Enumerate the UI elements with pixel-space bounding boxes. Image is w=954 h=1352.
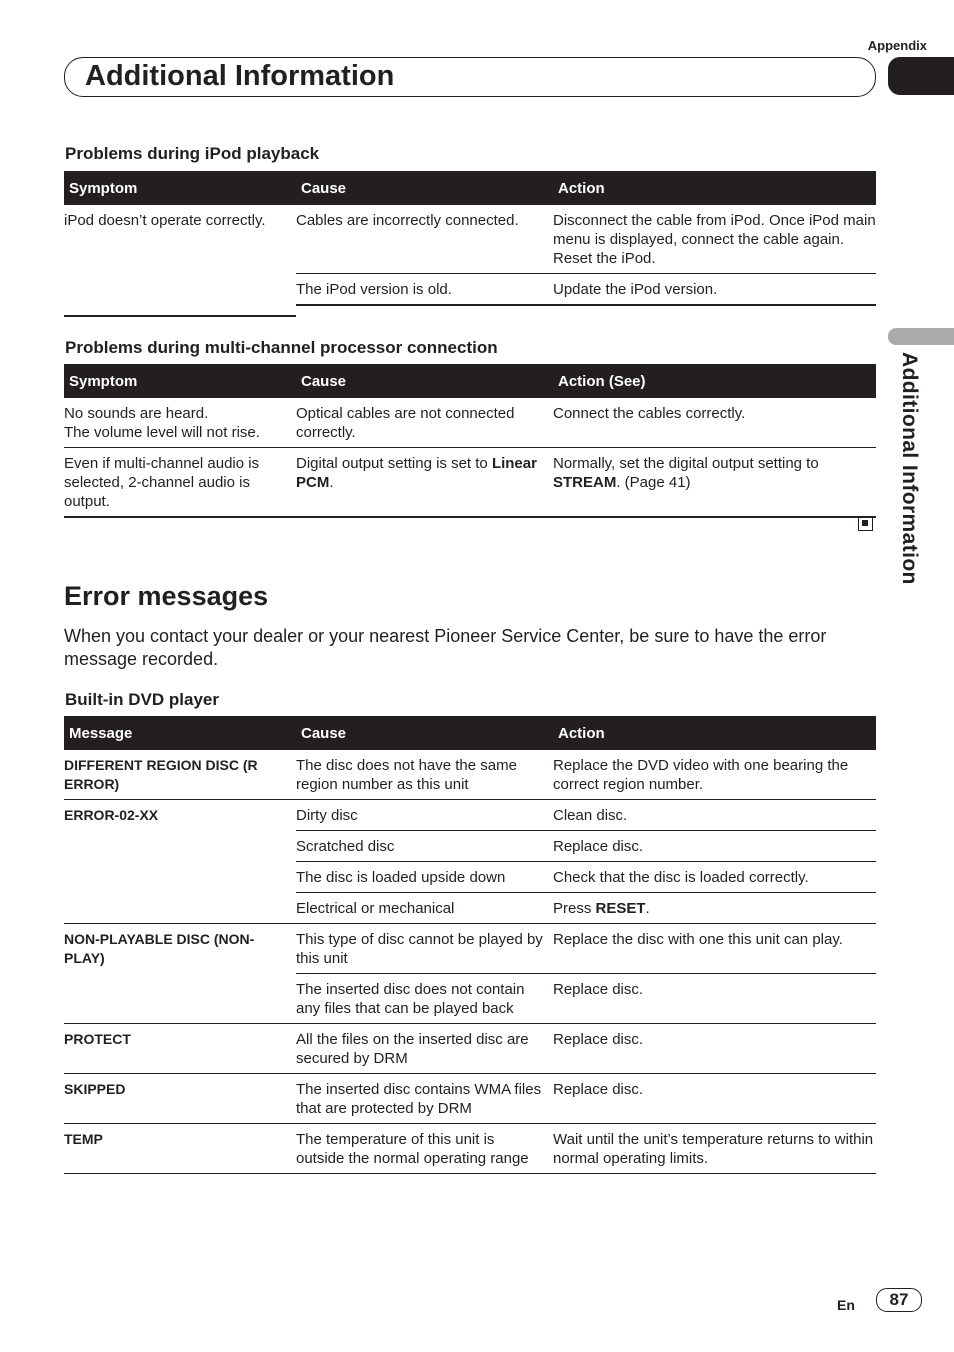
page-number: 87: [876, 1288, 922, 1312]
column-header: Cause: [296, 716, 553, 750]
message-cell: DIFFERENT REGION DISC (R ERROR): [64, 750, 296, 800]
table-row: [64, 1024, 876, 1074]
cause-cell: The temperature of this unit is outside the normal operating range: [296, 1124, 553, 1174]
cause-cell: Cables are incorrectly connected.: [296, 205, 553, 274]
column-header: Message: [64, 716, 296, 750]
error-messages-intro: When you contact your dealer or your nearest Pioneer Service Center, be sure to have the error message recorded.: [64, 626, 827, 669]
multichannel-table: [64, 364, 876, 518]
setting-value: Linear PCM: [296, 455, 537, 491]
error-messages-heading: Error messages: [64, 581, 269, 611]
cause-cell: All the files on the inserted disc are secured by DRM: [296, 1024, 553, 1074]
action-cell: Replace the disc with one this unit can play.: [553, 924, 876, 974]
action-text: . (Page 41): [616, 474, 691, 491]
table-header-row: [64, 716, 876, 750]
section-label: Appendix: [867, 38, 927, 53]
action-cell: Update the iPod version.: [553, 274, 876, 306]
cause-cell: Optical cables are not connected correctly.: [296, 398, 553, 448]
cause-cell: The disc does not have the same region number as this unit: [296, 750, 553, 800]
message-cell: PROTECT: [64, 1024, 296, 1074]
action-cell: Replace disc.: [553, 1074, 876, 1124]
column-header: Cause: [296, 364, 553, 398]
column-header: Symptom: [64, 171, 296, 205]
ipod-heading: Problems during iPod playback: [65, 144, 320, 163]
column-header: Action: [553, 716, 876, 750]
action-cell: Clean disc.: [553, 800, 876, 831]
multichannel-heading: Problems during multi-channel processor connection: [65, 338, 498, 357]
button-name: RESET: [595, 900, 646, 917]
table-row: [64, 750, 876, 800]
action-cell: Replace the DVD video with one bearing the correct region number.: [553, 750, 876, 800]
table-row: [64, 924, 876, 974]
message-cell: NON-PLAYABLE DISC (NON-PLAY): [64, 924, 296, 1024]
action-cell: Replace disc.: [553, 1024, 876, 1074]
table-header-row: [64, 364, 876, 398]
end-of-section-icon: [858, 516, 873, 531]
cause-cell: The iPod version is old.: [296, 274, 553, 306]
cause-cell: This type of disc cannot be played by this unit: [296, 924, 553, 974]
page-title: Additional Information: [85, 60, 395, 92]
cause-cell: Electrical or mechanical: [296, 893, 553, 924]
column-header: Action (See): [553, 364, 876, 398]
message-cell: ERROR-02-XX: [64, 800, 296, 924]
symptom-text: The volume level will not rise.: [64, 424, 260, 441]
side-tab-marker: [888, 328, 954, 345]
action-cell: Connect the cables correctly.: [553, 398, 876, 448]
message-cell: TEMP: [64, 1124, 296, 1174]
setting-value: STREAM: [553, 474, 617, 491]
table-row: [64, 1074, 876, 1124]
cause-cell: Scratched disc: [296, 831, 553, 862]
section-tab-marker: [888, 57, 954, 95]
symptom-cell: Even if multi-channel audio is selected, 2-channel audio is output.: [64, 448, 296, 518]
cause-cell: [296, 448, 553, 518]
cause-text: .: [329, 474, 334, 491]
table-row: [64, 448, 876, 518]
ipod-table: [64, 171, 876, 306]
error-table: [64, 716, 876, 1174]
table-bottom-rule: [64, 315, 296, 317]
language-label: En: [837, 1297, 855, 1313]
cause-cell: Dirty disc: [296, 800, 553, 831]
action-cell: Replace disc.: [553, 831, 876, 862]
symptom-text: No sounds are heard.: [64, 405, 209, 422]
side-tab-label: Additional Information: [898, 352, 921, 585]
column-header: Symptom: [64, 364, 296, 398]
action-text: .: [645, 900, 650, 917]
message-cell: SKIPPED: [64, 1074, 296, 1124]
page-title-box: [64, 57, 876, 97]
action-cell: [553, 205, 876, 274]
action-cell: Check that the disc is loaded correctly.: [553, 862, 876, 893]
action-cell: [553, 893, 876, 924]
symptom-cell: [64, 398, 296, 448]
cause-text: Digital output setting is set to: [296, 455, 492, 472]
table-row: [64, 398, 876, 448]
action-text: Reset the iPod.: [553, 250, 656, 267]
dvd-player-heading: Built-in DVD player: [65, 690, 219, 709]
action-cell: Wait until the unit’s temperature returns to within normal operating limits.: [553, 1124, 876, 1174]
cause-cell: The inserted disc contains WMA files that are protected by DRM: [296, 1074, 553, 1124]
cause-cell: The inserted disc does not contain any files that can be played back: [296, 974, 553, 1024]
action-text: Normally, set the digital output setting to: [553, 455, 819, 472]
action-cell: Replace disc.: [553, 974, 876, 1024]
symptom-cell: iPod doesn’t operate correctly.: [64, 212, 266, 229]
action-text: Disconnect the cable from iPod. Once iPod main menu is displayed, connect the cable again.: [553, 212, 876, 248]
column-header: Cause: [296, 171, 553, 205]
table-header-row: [64, 171, 876, 205]
action-text: Press: [553, 900, 596, 917]
table-row: [64, 800, 876, 831]
action-cell: [553, 448, 876, 518]
table-row: [64, 1124, 876, 1174]
table-row: [64, 205, 876, 274]
column-header: Action: [553, 171, 876, 205]
cause-cell: The disc is loaded upside down: [296, 862, 553, 893]
